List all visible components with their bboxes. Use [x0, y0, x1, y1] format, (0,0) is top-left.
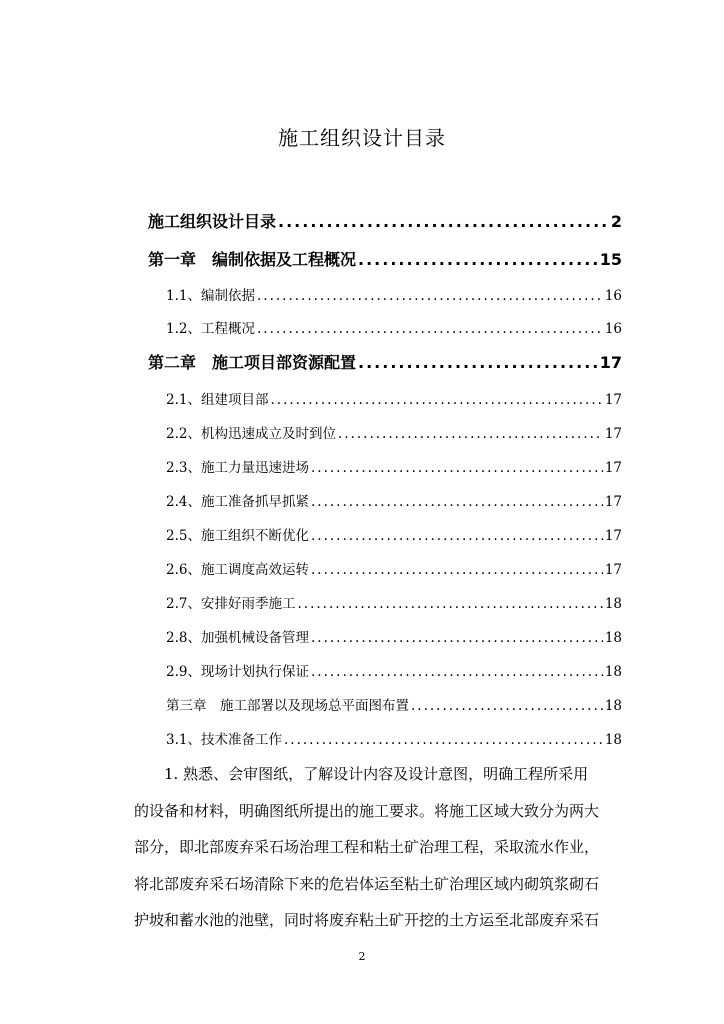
toc-entry-page: 17 — [604, 392, 622, 408]
toc-entry[interactable] — [148, 209, 622, 232]
toc-entry-page: 17 — [604, 528, 622, 544]
page-number: 2 — [358, 950, 366, 963]
toc-entry[interactable] — [166, 456, 622, 476]
toc-leader-dots — [311, 562, 603, 578]
toc-entry-label: 2.4、施工准备抓早抓紧 — [166, 494, 309, 510]
toc-leader-dots — [311, 460, 603, 476]
toc-leader-dots — [411, 698, 603, 714]
toc-leader-dots — [358, 250, 598, 269]
toc-entry-label: 施工组织设计目录 — [148, 212, 277, 231]
toc-leader-dots — [311, 630, 603, 646]
toc-leader-dots — [311, 664, 603, 680]
toc-entry-page: 17 — [604, 562, 622, 578]
toc-entry-label: 2.8、加强机械设备管理 — [166, 630, 309, 646]
toc-entry-page: 18 — [604, 664, 622, 680]
toc-entry-page: 16 — [604, 321, 622, 337]
paragraph-line: 的设备和材料，明确图纸所提出的施工要求。将施工区域大致分为两大 — [134, 801, 600, 820]
toc-entry[interactable] — [166, 626, 622, 646]
toc-entry[interactable] — [166, 317, 622, 337]
toc-entry-label: 第二章 施工项目部资源配置 — [148, 353, 357, 372]
toc-leader-dots — [270, 392, 602, 408]
toc-entry-label: 3.1、技术准备工作 — [166, 732, 282, 748]
toc-entry-label: 2.2、机构迅速成立及时到位 — [166, 426, 336, 442]
toc-entry[interactable] — [166, 284, 622, 304]
toc-entry-page: 18 — [604, 732, 622, 748]
toc-entry-page: 18 — [604, 596, 622, 612]
toc-entry-label: 第三章 施工部署以及现场总平面图布置 — [166, 698, 409, 714]
toc-entry[interactable] — [166, 694, 622, 714]
toc-entry[interactable] — [166, 728, 622, 748]
toc-entry[interactable] — [166, 524, 622, 544]
toc-leader-dots — [257, 288, 603, 304]
toc-entry-label: 2.1、组建项目部 — [166, 392, 269, 408]
body-paragraph — [134, 756, 604, 939]
toc-entry-page: 2 — [610, 212, 622, 231]
toc-entry-label: 第一章 编制依据及工程概况 — [148, 250, 357, 269]
toc-entry[interactable] — [148, 350, 622, 373]
toc-leader-dots — [338, 426, 603, 442]
toc-entry-page: 17 — [604, 494, 622, 510]
toc-entry[interactable] — [166, 592, 622, 612]
toc-leader-dots — [311, 494, 603, 510]
paragraph-line: 护坡和蓄水池的池壁，同时将废弃粘土矿开挖的土方运至北部废弃采石 — [134, 911, 600, 929]
toc-entry-page: 16 — [604, 288, 622, 304]
toc-entry-label: 1.2、工程概况 — [166, 321, 255, 337]
toc-leader-dots — [297, 596, 602, 612]
toc-entry[interactable] — [166, 388, 622, 408]
toc-entry[interactable] — [166, 660, 622, 680]
document-title: 施工组织设计目录 — [278, 126, 446, 150]
toc-entry[interactable] — [166, 558, 622, 578]
toc-entry-label: 2.5、施工组织不断优化 — [166, 528, 309, 544]
toc-entry[interactable] — [166, 422, 622, 442]
toc-entry-page: 15 — [599, 250, 622, 269]
paragraph-line: 1. 熟悉、会审图纸，了解设计内容及设计意图，明确工程所采用 — [164, 765, 589, 783]
toc-leader-dots — [311, 528, 603, 544]
toc-leader-dots — [284, 732, 603, 748]
toc-leader-dots — [358, 353, 598, 372]
toc-entry[interactable] — [148, 247, 622, 270]
toc-leader-dots — [278, 212, 609, 231]
toc-entry-label: 2.7、安排好雨季施工 — [166, 596, 296, 612]
toc-entry-page: 17 — [604, 426, 622, 442]
toc-entry-page: 17 — [604, 460, 622, 476]
toc-entry-label: 2.6、施工调度高效运转 — [166, 562, 309, 578]
toc-entry-label: 2.3、施工力量迅速进场 — [166, 460, 309, 476]
toc-entry-page: 18 — [604, 630, 622, 646]
paragraph-line: 将北部废弃采石场清除下来的危岩体运至粘土矿治理区域内砌筑浆砌石 — [134, 874, 600, 893]
toc-leader-dots — [257, 321, 603, 337]
toc-entry-label: 2.9、现场计划执行保证 — [166, 664, 309, 680]
toc-entry-page: 18 — [604, 698, 622, 714]
toc-entry-page: 17 — [599, 353, 622, 372]
toc-entry-label: 1.1、编制依据 — [166, 288, 255, 304]
toc-entry[interactable] — [166, 490, 622, 510]
paragraph-line: 部分，即北部废弃采石场治理工程和粘土矿治理工程，采取流水作业， — [134, 838, 600, 856]
